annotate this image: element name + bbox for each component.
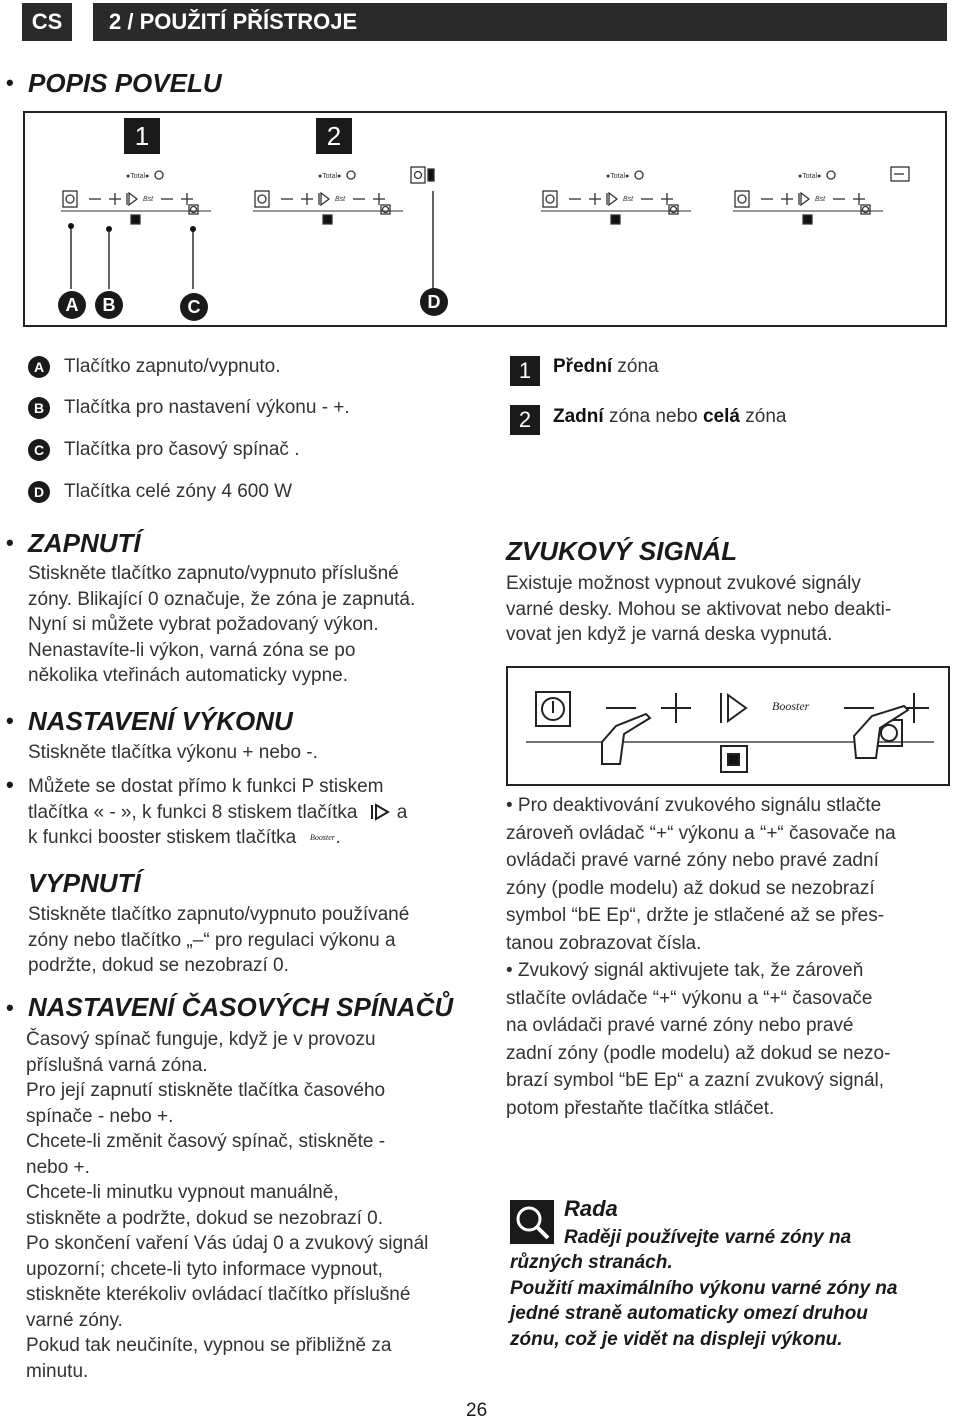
legend-d: Tlačítka celé zóny 4 600 W (64, 481, 293, 502)
svg-text:●Total●: ●Total● (606, 173, 630, 180)
rada-text: různých stranách. Použití maximálního výkonu varné zóny na jedné straně automaticky omezí druhou zónu, což je vidět na displeji výkonu. (510, 1252, 898, 1350)
legend-b: Tlačítka pro nastavení výkonu - +. (64, 397, 350, 418)
legend-key-b: B (28, 397, 50, 419)
section-title: 2 / POUŽITÍ PŘÍSTROJE (93, 3, 947, 41)
svg-text:Booster: Booster (772, 699, 810, 713)
rada-title: Rada (564, 1196, 618, 1221)
play-bar-icon (369, 803, 391, 821)
zone-1-label: 1 (124, 118, 160, 154)
zone-2-label: 2 (316, 118, 352, 154)
zone-desc-2: Zadní zóna nebo celá zóna (553, 406, 787, 427)
legend-c: Tlačítka pro časový spínač . (64, 439, 300, 460)
svg-text:Bst: Bst (143, 196, 154, 203)
heading-casovy: NASTAVENÍ ČASOVÝCH SPÍNAČŮ (28, 992, 454, 1022)
heading-zapnuti: ZAPNUTÍ (28, 528, 141, 558)
marker-d: D (420, 288, 448, 316)
svg-text:Bst: Bst (623, 196, 634, 203)
heading-vypnuti: VYPNUTÍ (28, 868, 141, 898)
bullet: • (6, 530, 14, 555)
vykon-para: Můžete se dostat přímo k funkci P stiskem tlačítka « - », k funkci 8 stiskem tlačítka a k funkci booster stiskem tlačítka Booster . (28, 776, 408, 848)
vypnuti-text: Stiskněte tlačítko zapnuto/vypnuto používané zóny nebo tlačítko „–“ pro regulaci výkonu a podržte, dokud se nezobrazí 0. (28, 904, 410, 976)
marker-c: C (180, 293, 208, 321)
zapnuti-text: Stiskněte tlačítko zapnuto/vypnuto příslušné zóny. Blikající 0 označuje, že zóna je zapnutá. Nyní si můžete vybrat požadovaný výkon. Nenastavíte-li výkon, varná zóna se po několika vteřinách automaticky vypne. (28, 563, 416, 686)
legend-key-d: D (28, 481, 50, 503)
svg-text:Booster: Booster (309, 833, 335, 842)
svg-text:Bst: Bst (815, 196, 826, 203)
bullet: • (6, 772, 14, 797)
rada-line-1: Raději používejte varné zóny na (564, 1227, 852, 1248)
beep-panel-diagram (506, 666, 950, 786)
svg-text:●Total●: ●Total● (126, 173, 150, 180)
bullet: • (6, 70, 14, 95)
casovy-text: Časový spínač funguje, když je v provozu příslušná varná zóna. Pro její zapnutí stiskněte tlačítka časového spínače - nebo +. Chcete-li změnit časový spínač, stiskněte - nebo +. Chcete-li minutku vypnout manuálně, stiskněte a podržte, dokud se nezobrazí 0. Po skončení vaření Vás údaj 0 a zvukový signál upozorní; chcete-li tyto informace vypnout, stiskněte kterékoliv ovládací tlačítko příslušné varné zóny. Pokud tak neučiníte, vypnou se přibližně za minutu. (26, 1029, 429, 1382)
zvukovy-text: • Pro deaktivování zvukového signálu stlačte zároveň ovládač “+“ výkonu a “+“ časovače na ovládači pravé varné zóny nebo pravé zadní zóny (podle modelu) až dokud se nezobrazí symbol “bE Ep“, držte je stlačené až se přes- tanou zobrazovat čísla. • Zvukový signál aktivujete tak, že zároveň stlačíte ovládače “+“ výkonu a “+“ časovače na ovládači pravé varné zóny nebo pravé zadní zóny (podle modelu) až dokud se nezo- brazí symbol “bE Ep“ a zazní zvukový signál, potom přestaňte tlačítka stláčet. (506, 795, 896, 1119)
marker-a: A (58, 291, 86, 319)
magnifier-icon (510, 1200, 554, 1244)
language-tab: CS (22, 3, 72, 41)
bullet: • (6, 708, 14, 733)
svg-text:Bst: Bst (335, 196, 346, 203)
legend-key-a: A (28, 356, 50, 378)
svg-text:●Total●: ●Total● (318, 173, 342, 180)
bullet: • (6, 995, 14, 1020)
heading-zvukovy: ZVUKOVÝ SIGNÁL (506, 536, 738, 566)
marker-b: B (95, 291, 123, 319)
vykon-line1: Stiskněte tlačítka výkonu + nebo -. (28, 742, 318, 763)
zone-num-2: 2 (510, 405, 540, 435)
control-panel-svg (23, 111, 947, 327)
zone-num-1: 1 (510, 356, 540, 386)
svg-text:●Total●: ●Total● (798, 173, 822, 180)
zvukovy-intro: Existuje možnost vypnout zvukové signály varné desky. Mohou se aktivovat nebo deakti- vovat jen když je varná deska vypnutá. (506, 573, 892, 645)
panel-group-3 (541, 171, 691, 224)
heading-nastaveni-vykonu: NASTAVENÍ VÝKONU (28, 706, 293, 736)
panel-group-4 (733, 167, 909, 224)
zone-desc-1: Přední zóna (553, 356, 659, 377)
page-number: 26 (466, 1400, 488, 1421)
booster-icon (308, 828, 336, 846)
heading-popis: POPIS POVELU (28, 68, 222, 98)
panel-group-2 (253, 167, 434, 224)
legend-key-c: C (28, 439, 50, 461)
legend-a: Tlačítko zapnuto/vypnuto. (64, 356, 281, 377)
panel-group-1 (61, 171, 211, 224)
